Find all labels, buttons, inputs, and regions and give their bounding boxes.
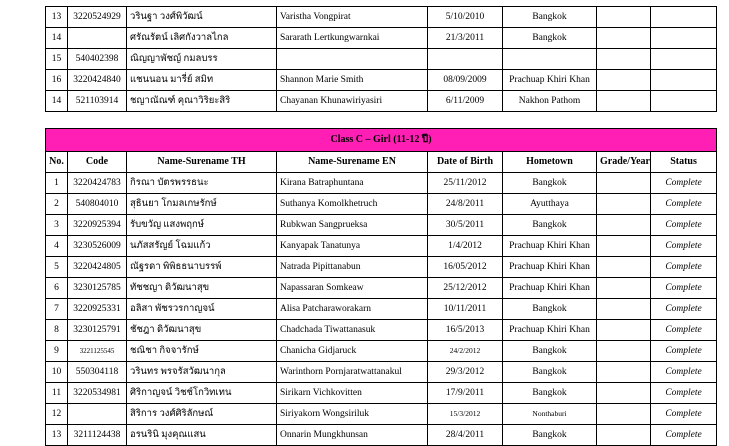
cell-status: Complete [651,257,717,278]
cell-no: 16 [46,70,68,91]
header-hometown: Hometown [503,152,597,173]
cell-name-en: Warinthorn Pornjaratwattanakul [277,362,428,383]
table-row [46,278,717,299]
cell-no: 4 [46,236,68,257]
cell-name-en: Napassaran Somkeaw [277,278,428,299]
cell-dob: 24/8/2011 [428,194,503,215]
cell-name-th: รับขวัญ แสงพฤกษ์ [127,215,277,236]
table-row [46,404,717,425]
table-row [46,70,717,91]
cell-grade [597,70,651,91]
cell-code [68,28,127,49]
cell-hometown [503,49,597,70]
cell-name-en: Sararath Lertkungwarnkai [277,28,428,49]
cell-grade [597,404,651,425]
cell-name-th: อลิสา พัชรวรกาญจน์ [127,299,277,320]
cell-grade [597,173,651,194]
cell-grade [597,341,651,362]
cell-no: 2 [46,194,68,215]
cell-status: Complete [651,215,717,236]
cell-status: Complete [651,362,717,383]
table-row [46,173,717,194]
cell-status: Complete [651,341,717,362]
cell-name-th: วรินฐา วงศ์พิวัฒน์ [127,7,277,28]
table-row [46,320,717,341]
cell-no: 8 [46,320,68,341]
cell-status: Complete [651,173,717,194]
table-row [46,257,717,278]
cell-code: 3220925331 [68,299,127,320]
class-title-band [46,129,717,152]
class-title: Class C – Girl (11-12 ปี) [46,129,717,152]
table-row [46,215,717,236]
cell-grade [597,28,651,49]
cell-status: Complete [651,236,717,257]
cell-name-en: Chanicha Gidjaruck [277,341,428,362]
cell-code: 3230526009 [68,236,127,257]
cell-status: Complete [651,194,717,215]
cell-name-en: Natrada Pipittanabun [277,257,428,278]
cell-name-en: Kirana Batraphuntana [277,173,428,194]
cell-name-th: นภัสสรัญย์ โฉมแก้ว [127,236,277,257]
header-code: Code [68,152,127,173]
cell-dob: 25/11/2012 [428,173,503,194]
cell-code: 3220424805 [68,257,127,278]
cell-grade [597,91,651,112]
cell-status: Complete [651,383,717,404]
top-student-table [45,6,717,112]
cell-name-th: ศรัณรัตน์ เลิศกังวาลไกล [127,28,277,49]
cell-name-th: ศิริกาญจน์ วิชช์โกวิทเทน [127,383,277,404]
cell-no: 5 [46,257,68,278]
cell-code [68,404,127,425]
header-name-en: Name-Surename EN [277,152,428,173]
table-row [46,425,717,446]
cell-no: 10 [46,362,68,383]
cell-grade [597,320,651,341]
table-row [46,341,717,362]
cell-no: 3 [46,215,68,236]
cell-name-th: ชญาณัณฑ์ คุณาวิริยะสิริ [127,91,277,112]
cell-name-th: กิรณา บัตรพรรธนะ [127,173,277,194]
cell-dob: 1/4/2012 [428,236,503,257]
header-row [46,152,717,173]
cell-status [651,70,717,91]
header-grade: Grade/Year [597,152,651,173]
cell-name-th: ทัชชญา ดิวัฒนาสุข [127,278,277,299]
cell-grade [597,215,651,236]
cell-no: 9 [46,341,68,362]
cell-code: 3220424840 [68,70,127,91]
table-row [46,362,717,383]
cell-grade [597,362,651,383]
cell-name-th: สุธินยา โกมลเกษรักษ์ [127,194,277,215]
cell-status: Complete [651,320,717,341]
header-no: No. [46,152,68,173]
cell-dob: 08/09/2009 [428,70,503,91]
table-row [46,49,717,70]
cell-status [651,28,717,49]
cell-dob: 17/9/2011 [428,383,503,404]
cell-no: 1 [46,173,68,194]
table-row [46,236,717,257]
cell-dob: 24/2/2012 [428,341,503,362]
cell-name-th: อรนรินิ มุงคุณแสน [127,425,277,446]
cell-dob: 21/3/2011 [428,28,503,49]
table-row [46,91,717,112]
cell-grade [597,257,651,278]
header-name-th: Name-Surename TH [127,152,277,173]
cell-code: 521103914 [68,91,127,112]
cell-status: Complete [651,404,717,425]
cell-hometown: Bangkok [503,341,597,362]
cell-no: 12 [46,404,68,425]
cell-no: 14 [46,28,68,49]
cell-name-en: Siriyakorn Wongsiriluk [277,404,428,425]
header-dob: Date of Birth [428,152,503,173]
table-row [46,299,717,320]
cell-grade [597,278,651,299]
cell-code: 3220925394 [68,215,127,236]
cell-code: 3220534981 [68,383,127,404]
cell-dob [428,49,503,70]
cell-name-en [277,49,428,70]
cell-name-en: Kanyapak Tanatunya [277,236,428,257]
cell-no: 14 [46,91,68,112]
cell-hometown: Ayutthaya [503,194,597,215]
cell-status: Complete [651,278,717,299]
cell-name-en: Sirikarn Vichkovitten [277,383,428,404]
cell-name-th: แชนนอน มารี่ย์ สมิท [127,70,277,91]
cell-hometown: Bangkok [503,28,597,49]
table-row [46,383,717,404]
cell-status [651,49,717,70]
cell-hometown: Prachuap Khiri Khan [503,320,597,341]
cell-dob: 29/3/2012 [428,362,503,383]
cell-name-en: Chayanan Khunawiriyasiri [277,91,428,112]
cell-dob: 30/5/2011 [428,215,503,236]
cell-name-th: ณิญญาพัชญ์ กมลบรร [127,49,277,70]
cell-hometown: Bangkok [503,299,597,320]
header-status: Status [651,152,717,173]
cell-code: 3211124438 [68,425,127,446]
cell-hometown: Prachuap Khiri Khan [503,70,597,91]
cell-hometown: Nakhon Pathom [503,91,597,112]
cell-name-en: Alisa Patcharaworakarn [277,299,428,320]
cell-code: 3230125791 [68,320,127,341]
cell-status: Complete [651,299,717,320]
cell-hometown: Prachuap Khiri Khan [503,278,597,299]
cell-grade [597,236,651,257]
cell-grade [597,425,651,446]
cell-code: 3230125785 [68,278,127,299]
cell-name-en: Varistha Vongpirat [277,7,428,28]
cell-status [651,7,717,28]
cell-hometown: Bangkok [503,362,597,383]
cell-hometown: Bangkok [503,383,597,404]
cell-dob: 10/11/2011 [428,299,503,320]
table-row [46,28,717,49]
cell-hometown: Prachuap Khiri Khan [503,257,597,278]
cell-dob: 28/4/2011 [428,425,503,446]
cell-hometown: Bangkok [503,215,597,236]
cell-grade [597,194,651,215]
class-c-girl-table [45,128,717,446]
cell-code: 3220524929 [68,7,127,28]
cell-dob: 5/10/2010 [428,7,503,28]
table-row [46,7,717,28]
cell-name-th: ชัชฎา ดิวัฒนาสุข [127,320,277,341]
cell-no: 6 [46,278,68,299]
cell-code: 540402398 [68,49,127,70]
cell-name-en: Rubkwan Sangprueksa [277,215,428,236]
cell-dob: 16/05/2012 [428,257,503,278]
cell-name-th: สิริการ วงศ์ศิริลักษณ์ [127,404,277,425]
cell-code: 550304118 [68,362,127,383]
cell-no: 7 [46,299,68,320]
cell-hometown: Bangkok [503,7,597,28]
cell-dob: 6/11/2009 [428,91,503,112]
cell-dob: 16/5/2013 [428,320,503,341]
cell-hometown: Nonthaburi [503,404,597,425]
cell-grade [597,383,651,404]
cell-grade [597,299,651,320]
cell-name-th: ณัฐรดา พิพิธธนาบรรพ์ [127,257,277,278]
cell-no: 11 [46,383,68,404]
cell-name-th: ชณิชา กิจจารักษ์ [127,341,277,362]
cell-name-en: Suthanya Komolkhetruch [277,194,428,215]
table-row [46,194,717,215]
cell-hometown: Bangkok [503,173,597,194]
cell-hometown: Bangkok [503,425,597,446]
cell-name-th: วรินทร พรจรัสวัฒนากุล [127,362,277,383]
cell-code: 540804010 [68,194,127,215]
cell-grade [597,49,651,70]
cell-code: 3220424783 [68,173,127,194]
cell-dob: 15/3/2012 [428,404,503,425]
cell-code: 3221125545 [68,341,127,362]
cell-hometown: Prachuap Khiri Khan [503,236,597,257]
cell-no: 13 [46,7,68,28]
cell-no: 13 [46,425,68,446]
cell-dob: 25/12/2012 [428,278,503,299]
cell-name-en: Chadchada Tiwattanasuk [277,320,428,341]
cell-no: 15 [46,49,68,70]
cell-name-en: Onnarin Mungkhunsan [277,425,428,446]
cell-status: Complete [651,425,717,446]
cell-name-en: Shannon Marie Smith [277,70,428,91]
cell-grade [597,7,651,28]
cell-status [651,91,717,112]
